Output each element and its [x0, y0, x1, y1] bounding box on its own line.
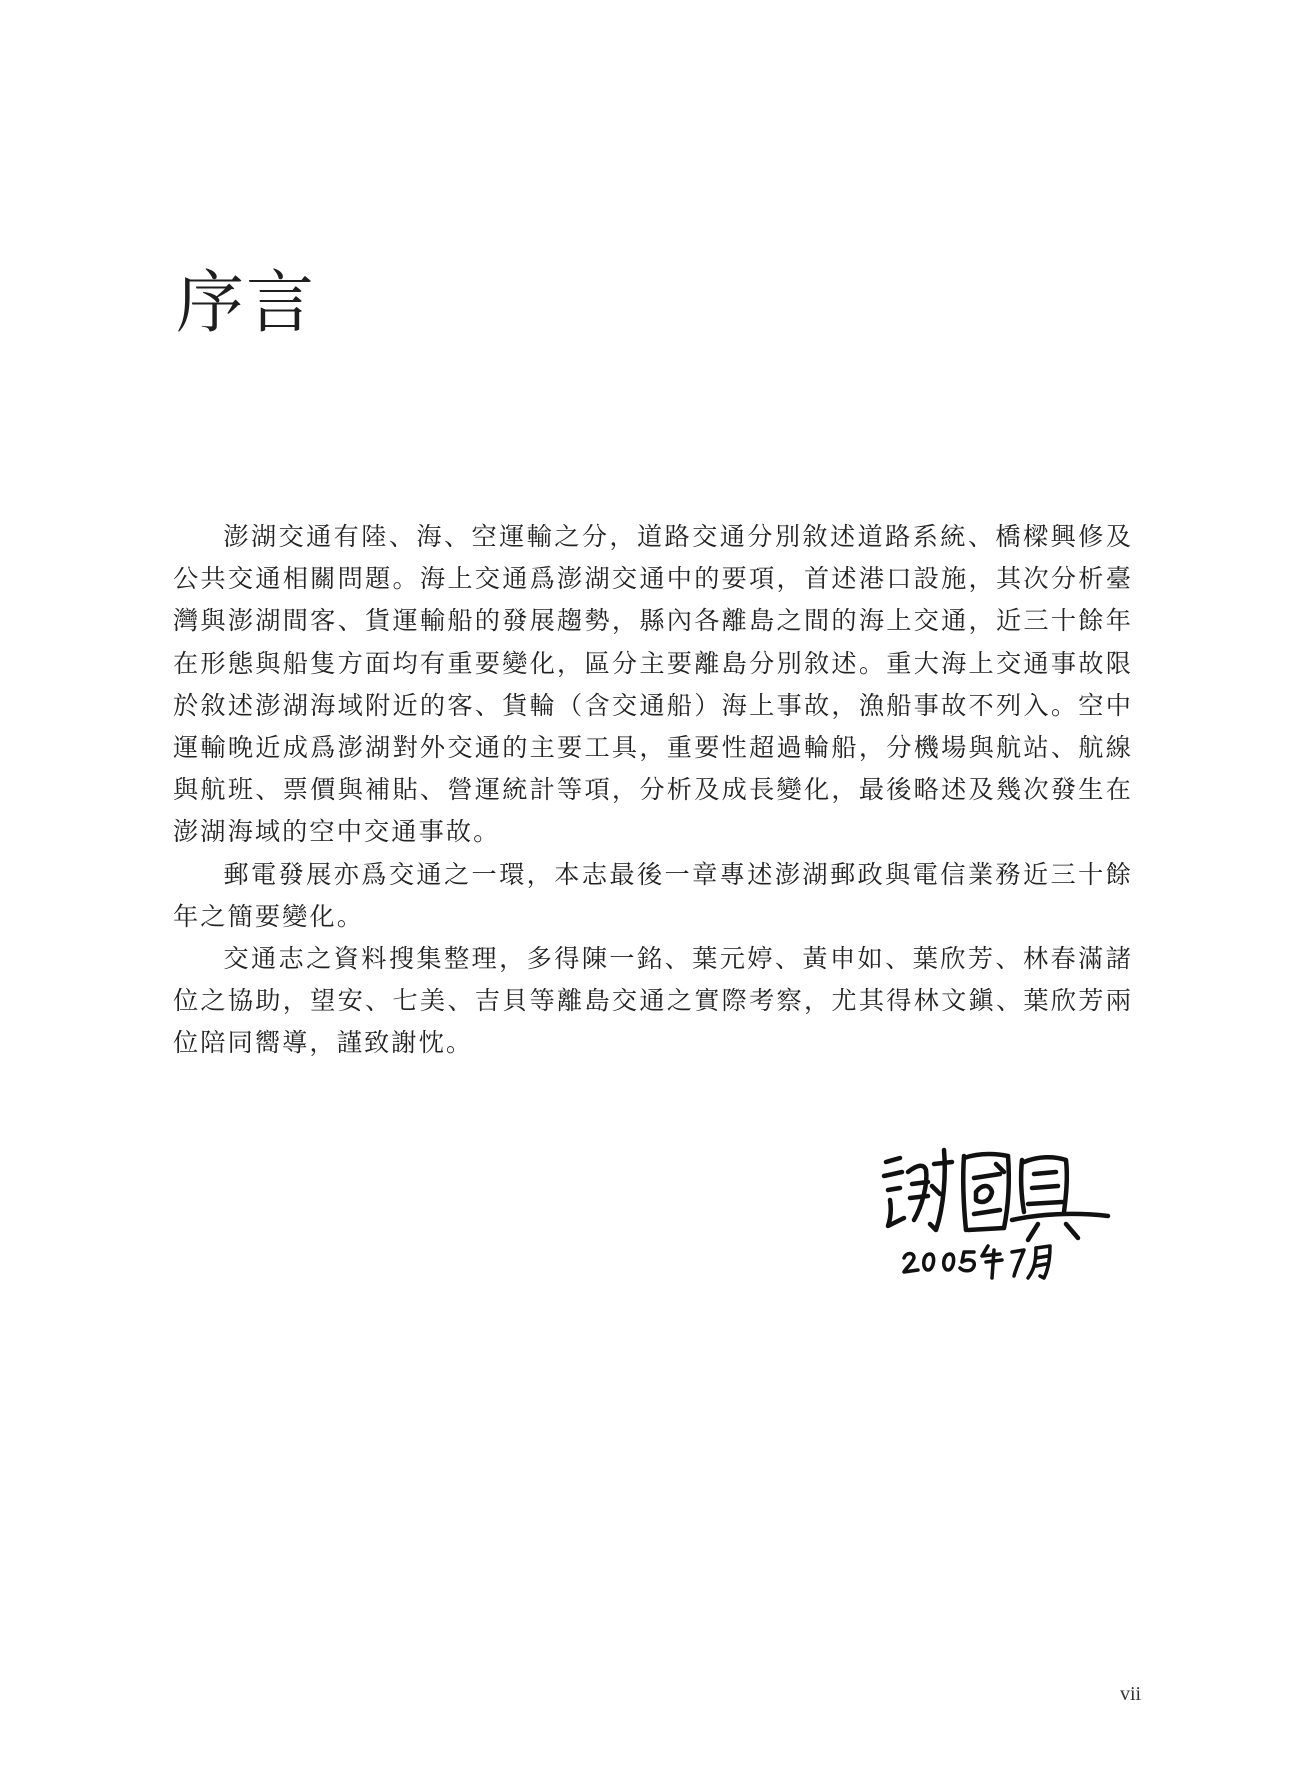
- handwritten-signature: [878, 1134, 1118, 1284]
- paragraph-transport-overview: 澎湖交通有陸、海、空運輸之分，道路交通分別敘述道路系統、橋樑興修及公共交通相關問題。海上交通爲澎湖交通中的要項，首述港口設施，其次分析臺灣與澎湖間客、貨運輸船的發展趨勢，縣內各離島之間的海上交通，近三十餘年在形態與船隻方面均有重要變化，區分主要離島分別敘述。重大海上交通事故限於敘述澎湖海域附近的客、貨輪（含交通船）海上事故，漁船事故不列入。空中運輸晚近成爲澎湖對外交通的主要工具，重要性超過輪船，分機場與航站、航線與航班、票價與補貼、營運統計等項，分析及成長變化，最後略述及幾次發生在澎湖海域的空中交通事故。: [173, 522, 1133, 847]
- paragraph-postal-telecom: 郵電發展亦爲交通之一環，本志最後一章專述澎湖郵政與電信業務近三十餘年之簡要變化。: [173, 859, 1133, 931]
- preface-body: [173, 516, 1133, 1065]
- paragraph-acknowledgements: 交通志之資料搜集整理，多得陳一銘、葉元婷、黃申如、葉欣芳、林春滿諸位之協助，望安、七美、吉貝等離島交通之實際考察，尤其得林文鎭、葉欣芳兩位陪同嚮導，謹致謝忱。: [173, 944, 1133, 1058]
- page-number: vii: [1120, 1683, 1142, 1705]
- signature-image: [878, 1134, 1118, 1284]
- page-title: 序言: [176, 264, 317, 343]
